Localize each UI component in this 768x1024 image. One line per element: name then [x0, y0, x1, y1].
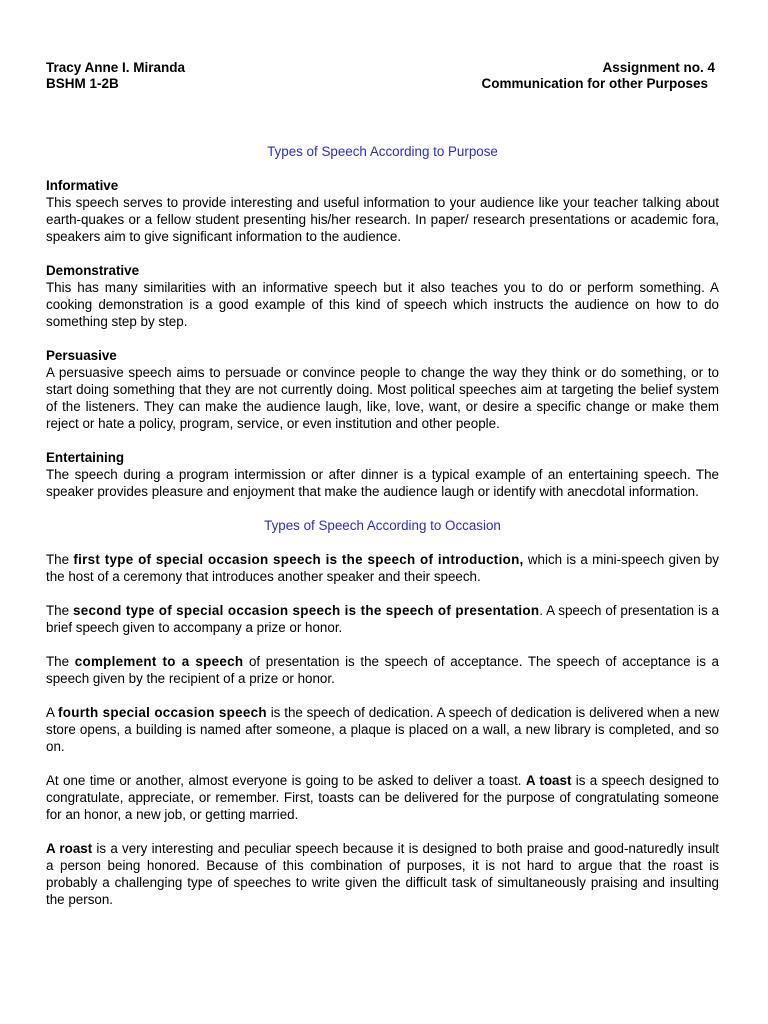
acceptance-paragraph: [46, 653, 719, 687]
text-run: is the speech of dedication. A speech of dedication is delivered when a new store opens, a building is named after someone, a plaque is placed on a wall, a new library is completed, and so on.: [46, 705, 719, 754]
toast-paragraph: [46, 772, 719, 823]
presentation-paragraph: [46, 602, 719, 636]
demonstrative-section: [46, 262, 719, 330]
assignment-info: [481, 60, 715, 92]
student-section: BSHM 1-2B: [46, 76, 119, 91]
text-run: The: [46, 552, 74, 567]
text-run: is a very interesting and peculiar speech because it is designed to both praise and good-naturedly insult a person being honored. Because of this combination of purposes, it is not hard to argue that the roast is probably a challenging type of speeches to write given the difficult task of simultaneously praising and insulting the person.: [46, 841, 719, 907]
informative-section: [46, 177, 719, 245]
bold-run: fourth special occasion speech: [58, 705, 267, 720]
text-run: of presentation is the speech of acceptance. The speech of acceptance is a speech given by the recipient of a prize or honor.: [46, 654, 720, 686]
bold-run: first type of special occasion speech is the speech of introduction,: [73, 552, 524, 567]
bold-run: A roast: [46, 841, 93, 856]
roast-paragraph: [46, 840, 719, 908]
persuasive-body: A persuasive speech aims to persuade or convince people to change the way they think or do something, or to start doing something that they are not currently doing. Most political speeches aim at targeting the belief system of the listeners. They can make the audience laugh, like, love, want, or desire a specific change or make them reject or hate a policy, program, service, or even institution and other people.: [46, 365, 719, 431]
informative-heading: Informative: [46, 178, 119, 193]
assignment-number: Assignment no. 4: [602, 60, 715, 75]
purpose-section-title: Types of Speech According to Purpose: [267, 144, 498, 159]
student-name: Tracy Anne I. Miranda: [46, 60, 186, 75]
entertaining-heading: Entertaining: [46, 450, 125, 465]
bold-run: A toast: [525, 773, 572, 788]
informative-body: This speech serves to provide interesting and useful information to your audience like your teacher talking about earth-quakes or a fellow student presenting his/her research. In paper/ research presentations or academic fora, speakers aim to give significant information to the audience.: [46, 195, 719, 244]
text-run: The: [46, 603, 73, 618]
introduction-paragraph: [46, 551, 719, 585]
bold-run: complement to a speech: [74, 654, 244, 669]
text-run: . A speech of presentation is a brief speech given to accompany a prize or honor.: [46, 603, 719, 635]
dedication-paragraph: [46, 704, 719, 755]
entertaining-body: The speech during a program intermission or after dinner is a typical example of an entertaining speech. The speaker provides pleasure and enjoyment that make the audience laugh or identify with anecdotal information.: [46, 467, 719, 499]
bold-run: second type of special occasion speech is the speech of presentation: [72, 603, 540, 618]
demonstrative-heading: Demonstrative: [46, 263, 140, 278]
text-run: is a speech designed to congratulate, appreciate, or remember. First, toasts can be delivered for the purpose of congratulating someone for an honor, a new job, or getting married.: [46, 773, 720, 822]
persuasive-section: [46, 347, 719, 432]
student-info: [46, 60, 185, 92]
text-run: At one time or another, almost everyone is going to be asked to deliver a toast.: [46, 773, 526, 788]
persuasive-heading: Persuasive: [46, 348, 117, 363]
document-body: [46, 143, 719, 925]
course-name: Communication for other Purposes: [481, 76, 709, 91]
text-run: A: [46, 705, 59, 720]
occasion-section-title: Types of Speech According to Occasion: [264, 518, 501, 533]
text-run: The: [46, 654, 75, 669]
entertaining-section: [46, 449, 719, 500]
demonstrative-body: This has many similarities with an informative speech but it also teaches you to do or perform something. A cooking demonstration is a good example of this kind of speech which instructs the audience on how to do something step by step.: [46, 280, 719, 329]
text-run: which is a mini-speech given by the host of a ceremony that introduces another speaker and their speech.: [46, 552, 719, 584]
